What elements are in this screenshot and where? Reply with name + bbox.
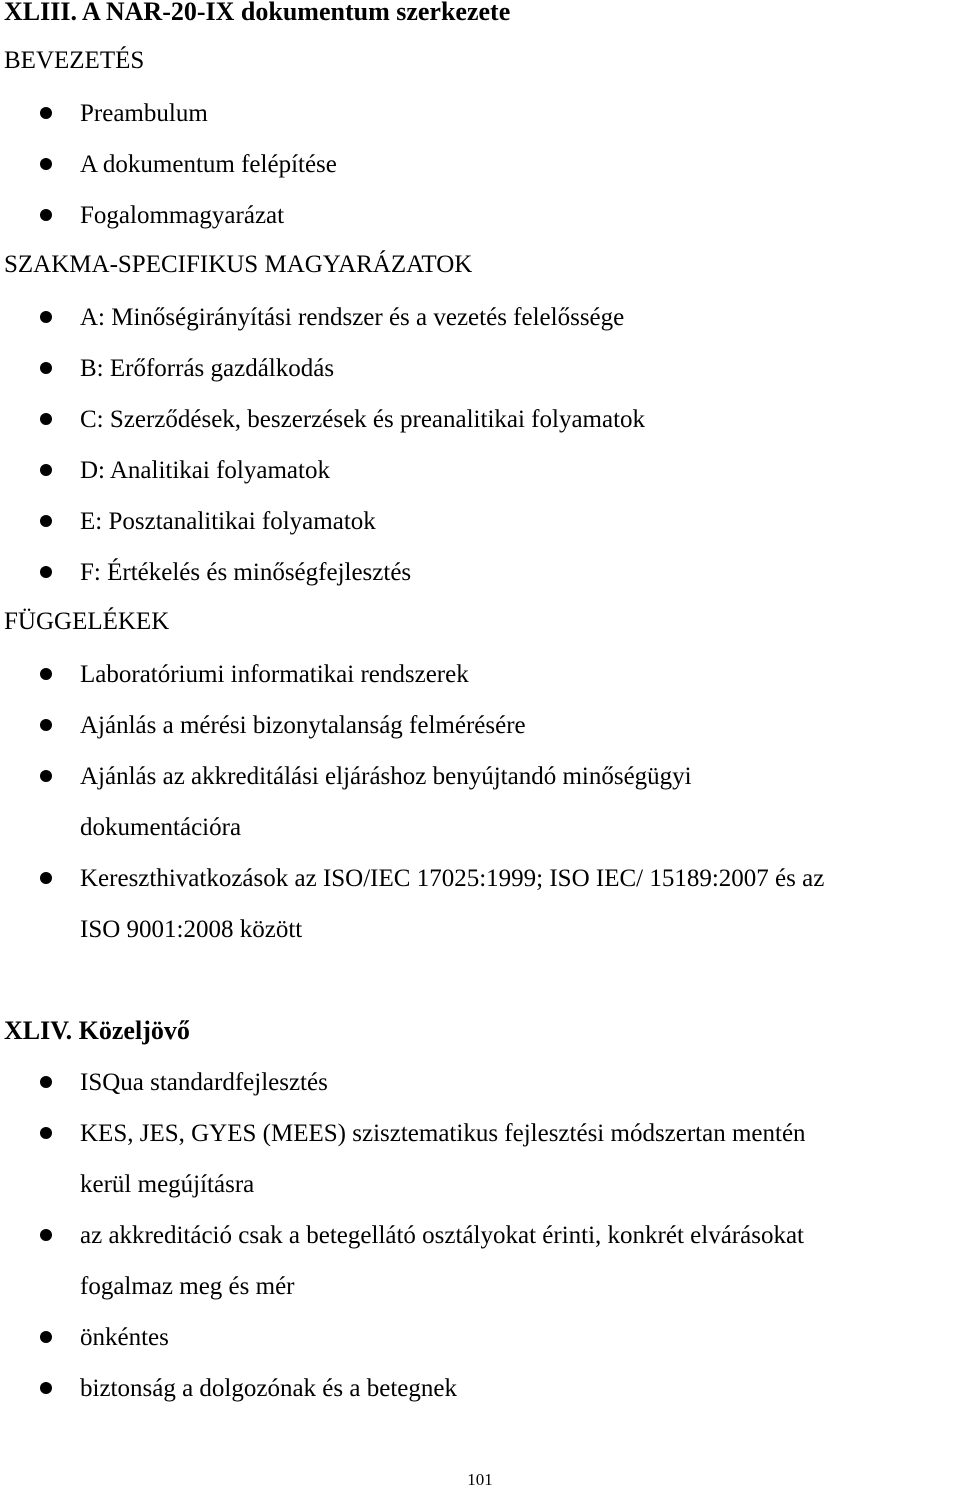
heading-xliv: XLIV. Közeljövő — [4, 1016, 190, 1045]
bullet-icon — [40, 719, 52, 731]
page-number: 101 — [467, 1470, 493, 1489]
bullet-icon — [40, 1076, 52, 1088]
bullet-icon — [40, 464, 52, 476]
bullet-icon — [40, 362, 52, 374]
section-szakma-specifikus: SZAKMA-SPECIFIKUS MAGYARÁZATOK — [4, 251, 473, 278]
bullet-icon — [40, 413, 52, 425]
bullet-icon — [40, 107, 52, 119]
bullet-icon — [40, 515, 52, 527]
section-bevezetes: BEVEZETÉS — [4, 47, 145, 74]
bullet-icon — [40, 158, 52, 170]
bullet-icon — [40, 1229, 52, 1241]
bullet-icon — [40, 1382, 52, 1394]
section-fuggelekek: FÜGGELÉKEK — [4, 608, 170, 635]
bullet-icon — [40, 209, 52, 221]
bullet-icon — [40, 668, 52, 680]
document-page: XLIII. A NAR-20-IX dokumentum szerkezete BEVEZETÉS Preambulum A dokumentum felépítése Fogalommagyarázat SZAKMA-SPECIFIKUS MAGYARÁZATOK A: Minőségirányítási rendszer és a vezetés felelőssége B: Erőforrás gazdálkodás C: Szerződések, beszerzések és preanalitikai folyamatok D: Analitikai folyamatok E: Posztanalitikai folyamatok F: Értékelés és minőségfejlesztés FÜGGELÉKEK Laboratóriumi informatikai rendszerek Ajánlás a mérési bizonytalanság felmérésére Ajánlás az akkreditálási eljáráshoz benyújtandó minőségügyi dokumentációra Kereszthivatkozások az ISO/IEC 17025:1999; ISO IEC/ 15189:2007 és az ISO 9001:2008 között XLIV. Közeljövő ISQua standardfejlesztés KES, JES, GYES (MEES) szisztematikus fejlesztési módszertan mentén kerül megújításra az akkreditáció csak a betegellátó osztályokat érinti, konkrét elvárásokat fogalmaz meg és mér önkéntes biztonság a dolgozónak és a betegnek 101 — [0, 0, 960, 1491]
heading-xliii: XLIII. A NAR-20-IX dokumentum szerkezete — [4, 0, 511, 26]
bullet-icon — [40, 566, 52, 578]
bullet-icon — [40, 872, 52, 884]
bullet-icon — [40, 1127, 52, 1139]
bullet-icon — [40, 1331, 52, 1343]
bullet-icon — [40, 311, 52, 323]
bullet-icon — [40, 770, 52, 782]
